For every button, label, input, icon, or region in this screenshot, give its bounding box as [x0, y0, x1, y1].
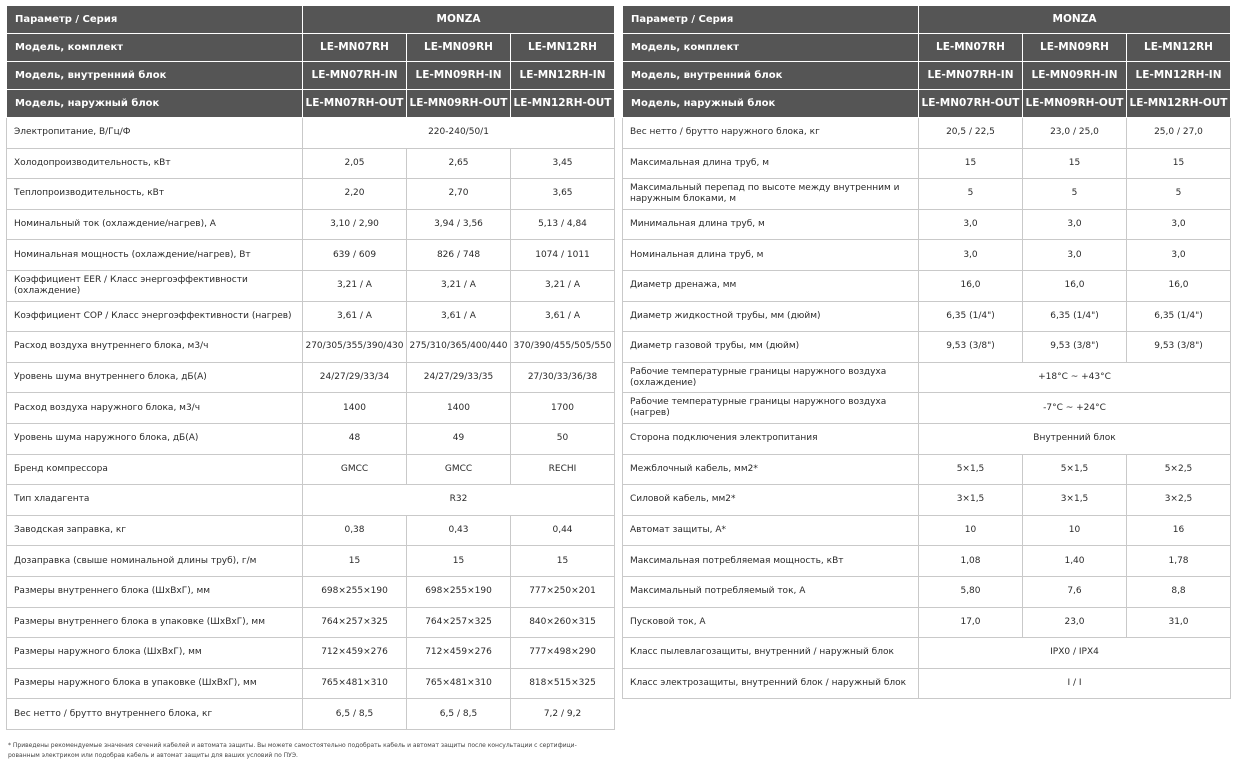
table-row: [7, 576, 615, 607]
value-cell: 5,13 / 4,84: [511, 209, 615, 240]
value-cell: 5,80: [919, 576, 1023, 607]
parameter-label: Электропитание, В/Гц/Ф: [7, 118, 303, 149]
value-cell: 0,44: [511, 515, 615, 546]
value-cell: 1700: [511, 393, 615, 424]
value-cell: 48: [303, 423, 407, 454]
value-cell: 3,21 / A: [303, 270, 407, 301]
value-cell: 698×255×190: [303, 576, 407, 607]
value-cell: 3,94 / 3,56: [407, 209, 511, 240]
value-cell: MONZA: [919, 6, 1231, 34]
value-cell: 16: [1127, 515, 1231, 546]
value-cell: 6,5 / 8,5: [303, 699, 407, 730]
value-cell: 24/27/29/33/34: [303, 362, 407, 393]
value-cell: 3,61 / A: [407, 301, 511, 332]
value-cell: 10: [919, 515, 1023, 546]
table-row: [623, 668, 1231, 699]
value-cell: 270/305/355/390/430: [303, 332, 407, 363]
value-cell: -7°С ~ +24°С: [919, 393, 1231, 424]
value-cell: LE-MN12RH-IN: [511, 62, 615, 90]
value-cell: 3,10 / 2,90: [303, 209, 407, 240]
value-cell: 712×459×276: [407, 638, 511, 669]
value-cell: 0,43: [407, 515, 511, 546]
value-cell: 1074 / 1011: [511, 240, 615, 271]
value-cell: 5×1,5: [919, 454, 1023, 485]
header-row: [623, 34, 1231, 62]
value-cell: 1400: [303, 393, 407, 424]
value-cell: 3,61 / A: [511, 301, 615, 332]
parameter-label: Номинальный ток (охлаждение/нагрев), А: [7, 209, 303, 240]
value-cell: GMCC: [407, 454, 511, 485]
parameter-label: Уровень шума внутреннего блока, дБ(А): [7, 362, 303, 393]
value-cell: 3,0: [1127, 240, 1231, 271]
value-cell: 826 / 748: [407, 240, 511, 271]
parameter-label: Номинальная длина труб, м: [623, 240, 919, 271]
parameter-label: Силовой кабель, мм2*: [623, 485, 919, 516]
table-row: [7, 179, 615, 210]
value-cell: 3,65: [511, 179, 615, 210]
value-cell: 3,45: [511, 148, 615, 179]
value-cell: 20,5 / 22,5: [919, 118, 1023, 149]
parameter-label: Диаметр дренажа, мм: [623, 270, 919, 301]
value-cell: 27/30/33/36/38: [511, 362, 615, 393]
value-cell: 9,53 (3/8"): [1023, 332, 1127, 363]
value-cell: 764×257×325: [407, 607, 511, 638]
parameter-label: Размеры внутреннего блока в упаковке (ШхВхГ), мм: [7, 607, 303, 638]
value-cell: 49: [407, 423, 511, 454]
value-cell: 765×481×310: [407, 668, 511, 699]
parameter-label: Модель, наружный блок: [7, 90, 303, 118]
spec-table-right-body: [623, 6, 1231, 699]
value-cell: 15: [407, 546, 511, 577]
value-cell: 275/310/365/400/440: [407, 332, 511, 363]
value-cell: 1,40: [1023, 546, 1127, 577]
parameter-label: Уровень шума наружного блока, дБ(А): [7, 423, 303, 454]
table-row: [623, 393, 1231, 424]
table-row: [623, 515, 1231, 546]
value-cell: 6,35 (1/4"): [1127, 301, 1231, 332]
parameter-label: Модель, комплект: [7, 34, 303, 62]
footnote-line: * Приведены рекомендуемые значения сечений кабелей и автомата защиты. Вы можете самостоятельно подобрать кабель и автомат защиты после консультации с сертифици-: [8, 742, 577, 749]
table-row: [7, 546, 615, 577]
parameter-label: Параметр / Серия: [623, 6, 919, 34]
value-cell: 16,0: [1023, 270, 1127, 301]
value-cell: LE-MN12RH: [511, 34, 615, 62]
value-cell: LE-MN07RH: [303, 34, 407, 62]
value-cell: LE-MN09RH-OUT: [407, 90, 511, 118]
value-cell: 15: [303, 546, 407, 577]
value-cell: 2,20: [303, 179, 407, 210]
parameter-label: Коэффициент COP / Класс энергоэффективности (нагрев): [7, 301, 303, 332]
value-cell: 23,0 / 25,0: [1023, 118, 1127, 149]
value-cell: 16,0: [1127, 270, 1231, 301]
value-cell: +18°С ~ +43°С: [919, 362, 1231, 393]
value-cell: GMCC: [303, 454, 407, 485]
parameter-label: Автомат защиты, А*: [623, 515, 919, 546]
parameter-label: Холодопроизводительность, кВт: [7, 148, 303, 179]
value-cell: R32: [303, 485, 615, 516]
parameter-label: Максимальная потребляемая мощность, кВт: [623, 546, 919, 577]
header-row: [7, 90, 615, 118]
value-cell: 24/27/29/33/35: [407, 362, 511, 393]
value-cell: 6,5 / 8,5: [407, 699, 511, 730]
parameter-label: Размеры наружного блока (ШхВхГ), мм: [7, 638, 303, 669]
parameter-label: Заводская заправка, кг: [7, 515, 303, 546]
value-cell: 15: [1127, 148, 1231, 179]
table-row: [623, 118, 1231, 149]
value-cell: I / I: [919, 668, 1231, 699]
value-cell: 50: [511, 423, 615, 454]
value-cell: LE-MN07RH-IN: [919, 62, 1023, 90]
value-cell: 9,53 (3/8"): [919, 332, 1023, 363]
parameter-label: Размеры наружного блока в упаковке (ШхВхГ), мм: [7, 668, 303, 699]
value-cell: 2,70: [407, 179, 511, 210]
value-cell: 25,0 / 27,0: [1127, 118, 1231, 149]
table-row: [623, 423, 1231, 454]
value-cell: 3,0: [1127, 209, 1231, 240]
header-row: [623, 6, 1231, 34]
value-cell: 764×257×325: [303, 607, 407, 638]
table-row: [623, 362, 1231, 393]
header-row: [7, 62, 615, 90]
value-cell: 15: [919, 148, 1023, 179]
parameter-label: Модель, комплект: [623, 34, 919, 62]
value-cell: 3,0: [919, 209, 1023, 240]
parameter-label: Бренд компрессора: [7, 454, 303, 485]
table-row: [7, 362, 615, 393]
value-cell: 31,0: [1127, 607, 1231, 638]
header-row: [7, 34, 615, 62]
value-cell: 9,53 (3/8"): [1127, 332, 1231, 363]
parameter-label: Рабочие температурные границы наружного воздуха (охлаждение): [623, 362, 919, 393]
parameter-label: Межблочный кабель, мм2*: [623, 454, 919, 485]
table-row: [623, 301, 1231, 332]
table-row: [623, 332, 1231, 363]
header-row: [7, 6, 615, 34]
value-cell: LE-MN07RH: [919, 34, 1023, 62]
value-cell: 2,05: [303, 148, 407, 179]
value-cell: 698×255×190: [407, 576, 511, 607]
table-row: [7, 240, 615, 271]
value-cell: Внутренний блок: [919, 423, 1231, 454]
table-row: [7, 423, 615, 454]
value-cell: 15: [511, 546, 615, 577]
footnote: [8, 741, 628, 761]
value-cell: 3,21 / A: [407, 270, 511, 301]
parameter-label: Дозаправка (свыше номинальной длины труб), г/м: [7, 546, 303, 577]
table-row: [623, 546, 1231, 577]
value-cell: 2,65: [407, 148, 511, 179]
value-cell: LE-MN07RH-OUT: [919, 90, 1023, 118]
table-row: [7, 148, 615, 179]
value-cell: LE-MN09RH: [407, 34, 511, 62]
parameter-label: Модель, внутренний блок: [7, 62, 303, 90]
parameter-label: Модель, внутренний блок: [623, 62, 919, 90]
table-row: [623, 270, 1231, 301]
table-row: [7, 332, 615, 363]
parameter-label: Расход воздуха внутреннего блока, м3/ч: [7, 332, 303, 363]
value-cell: 16,0: [919, 270, 1023, 301]
value-cell: 6,35 (1/4"): [919, 301, 1023, 332]
value-cell: 5×2,5: [1127, 454, 1231, 485]
parameter-label: Максимальная длина труб, м: [623, 148, 919, 179]
value-cell: 3,0: [1023, 209, 1127, 240]
value-cell: 3,0: [919, 240, 1023, 271]
value-cell: 1400: [407, 393, 511, 424]
value-cell: 15: [1023, 148, 1127, 179]
value-cell: IPX0 / IPX4: [919, 638, 1231, 669]
value-cell: LE-MN12RH: [1127, 34, 1231, 62]
value-cell: 712×459×276: [303, 638, 407, 669]
parameter-label: Тип хладагента: [7, 485, 303, 516]
table-row: [7, 515, 615, 546]
value-cell: LE-MN12RH-OUT: [1127, 90, 1231, 118]
table-row: [7, 485, 615, 516]
table-row: [623, 485, 1231, 516]
table-row: [7, 699, 615, 730]
parameter-label: Параметр / Серия: [7, 6, 303, 34]
value-cell: 6,35 (1/4"): [1023, 301, 1127, 332]
value-cell: 5: [1023, 179, 1127, 210]
table-row: [623, 454, 1231, 485]
value-cell: 5×1,5: [1023, 454, 1127, 485]
value-cell: 7,2 / 9,2: [511, 699, 615, 730]
parameter-label: Минимальная длина труб, м: [623, 209, 919, 240]
value-cell: 7,6: [1023, 576, 1127, 607]
table-row: [7, 393, 615, 424]
table-row: [7, 454, 615, 485]
value-cell: 17,0: [919, 607, 1023, 638]
value-cell: 765×481×310: [303, 668, 407, 699]
parameter-label: Максимальный перепад по высоте между внутренним и наружным блоками, м: [623, 179, 919, 210]
parameter-label: Диаметр жидкостной трубы, мм (дюйм): [623, 301, 919, 332]
value-cell: 220-240/50/1: [303, 118, 615, 149]
value-cell: 3×2,5: [1127, 485, 1231, 516]
value-cell: 0,38: [303, 515, 407, 546]
value-cell: LE-MN09RH: [1023, 34, 1127, 62]
value-cell: 8,8: [1127, 576, 1231, 607]
parameter-label: Максимальный потребляемый ток, А: [623, 576, 919, 607]
value-cell: RECHI: [511, 454, 615, 485]
value-cell: 5: [1127, 179, 1231, 210]
parameter-label: Коэффициент EER / Класс энергоэффективности (охлаждение): [7, 270, 303, 301]
parameter-label: Диаметр газовой трубы, мм (дюйм): [623, 332, 919, 363]
table-row: [623, 148, 1231, 179]
parameter-label: Вес нетто / брутто наружного блока, кг: [623, 118, 919, 149]
table-row: [7, 270, 615, 301]
table-row: [7, 209, 615, 240]
value-cell: 840×260×315: [511, 607, 615, 638]
value-cell: LE-MN09RH-IN: [407, 62, 511, 90]
value-cell: 23,0: [1023, 607, 1127, 638]
header-row: [623, 62, 1231, 90]
table-row: [623, 179, 1231, 210]
table-row: [7, 668, 615, 699]
parameter-label: Модель, наружный блок: [623, 90, 919, 118]
parameter-label: Рабочие температурные границы наружного воздуха (нагрев): [623, 393, 919, 424]
value-cell: 5: [919, 179, 1023, 210]
table-row: [7, 301, 615, 332]
table-row: [7, 607, 615, 638]
value-cell: 3×1,5: [919, 485, 1023, 516]
parameter-label: Теплопроизводительность, кВт: [7, 179, 303, 210]
value-cell: LE-MN12RH-OUT: [511, 90, 615, 118]
footnote-line: рованным электриком или подобрав кабель и автомат защиты для ваших условий по ПУЭ.: [8, 752, 298, 759]
parameter-label: Пусковой ток, А: [623, 607, 919, 638]
value-cell: 1,78: [1127, 546, 1231, 577]
table-row: [623, 607, 1231, 638]
table-row: [7, 118, 615, 149]
value-cell: 777×250×201: [511, 576, 615, 607]
value-cell: LE-MN09RH-IN: [1023, 62, 1127, 90]
value-cell: 3×1,5: [1023, 485, 1127, 516]
value-cell: 1,08: [919, 546, 1023, 577]
parameter-label: Расход воздуха наружного блока, м3/ч: [7, 393, 303, 424]
parameter-label: Номинальная мощность (охлаждение/нагрев), Вт: [7, 240, 303, 271]
value-cell: LE-MN07RH-OUT: [303, 90, 407, 118]
value-cell: LE-MN07RH-IN: [303, 62, 407, 90]
parameter-label: Класс электрозащиты, внутренний блок / наружный блок: [623, 668, 919, 699]
table-row: [623, 240, 1231, 271]
table-row: [623, 638, 1231, 669]
spec-table-left: [6, 5, 615, 730]
value-cell: 10: [1023, 515, 1127, 546]
spec-table-right: [622, 5, 1231, 699]
table-row: [7, 638, 615, 669]
table-row: [623, 209, 1231, 240]
value-cell: 3,0: [1023, 240, 1127, 271]
value-cell: 818×515×325: [511, 668, 615, 699]
value-cell: LE-MN12RH-IN: [1127, 62, 1231, 90]
parameter-label: Вес нетто / брутто внутреннего блока, кг: [7, 699, 303, 730]
value-cell: 3,21 / A: [511, 270, 615, 301]
header-row: [623, 90, 1231, 118]
parameter-label: Сторона подключения электропитания: [623, 423, 919, 454]
table-row: [623, 576, 1231, 607]
value-cell: MONZA: [303, 6, 615, 34]
value-cell: 777×498×290: [511, 638, 615, 669]
value-cell: 370/390/455/505/550: [511, 332, 615, 363]
parameter-label: Размеры внутреннего блока (ШхВхГ), мм: [7, 576, 303, 607]
spec-table-left-body: [7, 6, 615, 730]
parameter-label: Класс пылевлагозащиты, внутренний / наружный блок: [623, 638, 919, 669]
value-cell: LE-MN09RH-OUT: [1023, 90, 1127, 118]
value-cell: 3,61 / A: [303, 301, 407, 332]
value-cell: 639 / 609: [303, 240, 407, 271]
